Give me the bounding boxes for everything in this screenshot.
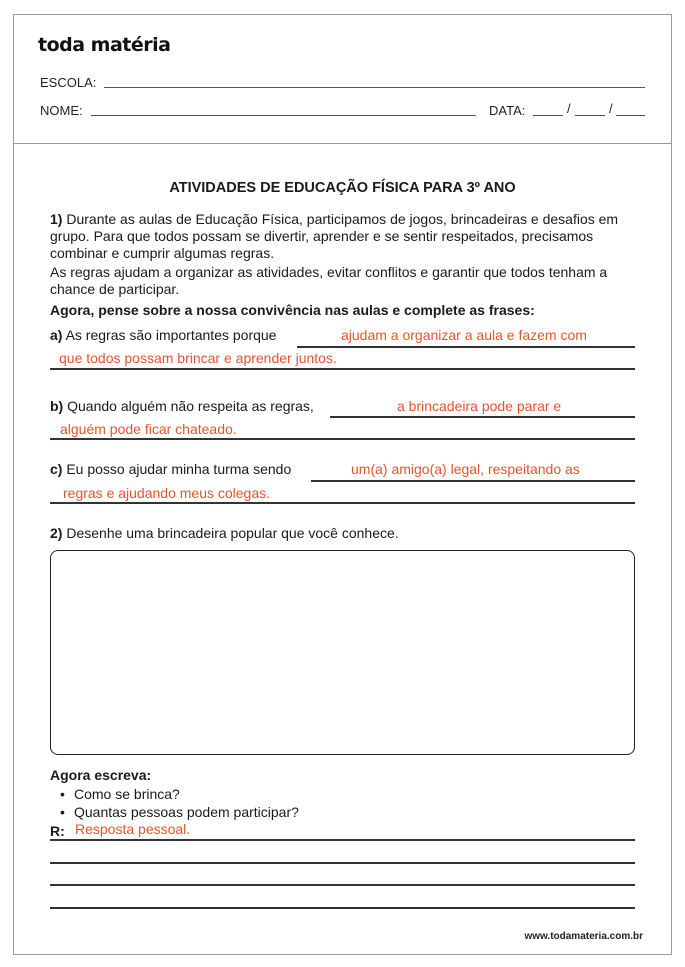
footer-url: www.todamateria.com.br [524, 931, 643, 942]
q2-prompt [50, 525, 399, 541]
q1a-prompt [50, 327, 276, 343]
q2-answer-line-2[interactable] [50, 862, 635, 864]
school-field-line[interactable] [104, 87, 645, 88]
bullet-item: • Quantas pessoas podem participar? [60, 803, 299, 821]
q1c-prompt-text: Eu posso ajudar minha turma sendo [66, 461, 292, 477]
q1b-letter: b) [50, 398, 64, 414]
school-label: ESCOLA: [40, 75, 97, 90]
q2-answer-line-1[interactable] [50, 839, 635, 841]
q2-answer: Resposta pessoal. [75, 821, 191, 837]
q1a-letter: a) [50, 327, 63, 343]
header-divider [13, 143, 672, 144]
q1c-answer-2: regras e ajudando meus colegas. [63, 485, 271, 501]
q1b-answer-2: alguém pode ficar chateado. [60, 421, 237, 437]
question-bullet-list [60, 785, 299, 821]
q1b-prompt [50, 398, 314, 414]
date-year-line[interactable] [616, 115, 645, 116]
brand-logo: toda matéria [38, 34, 171, 56]
date-month-line[interactable] [575, 115, 605, 116]
q1b-answer-line-1[interactable] [330, 416, 635, 418]
q1a-answer-2: que todos possam brincar e aprender juntos. [59, 350, 337, 366]
date-day-line[interactable] [533, 115, 563, 116]
date-separator: / [567, 101, 571, 116]
q1b-answer-1: a brincadeira pode parar e [397, 398, 562, 414]
q1c-answer-1: um(a) amigo(a) legal, respeitando as [351, 461, 580, 477]
q2-number: 2) [50, 525, 63, 541]
q1-intro-2: As regras ajudam a organizar as atividades, evitar conflitos e garantir que todos tenham a chance de participar. [50, 264, 608, 297]
date-separator: / [609, 101, 613, 116]
q1c-prompt [50, 461, 291, 477]
q1a-answer-line-1[interactable] [297, 346, 635, 348]
q1-instruction: Agora, pense sobre a nossa convivência nas aulas e complete as frases: [50, 302, 535, 318]
q1a-prompt-text: As regras são importantes porque [65, 327, 277, 343]
answer-label: R: [50, 823, 65, 839]
q1-intro-text: Durante as aulas de Educação Física, participamos de jogos, brincadeiras e desafios em grupo. Para que todos possam se divertir, aprender e se sentir respeitados, precisamos combinar e cumprir algumas regras. [50, 211, 619, 261]
q1-intro [50, 211, 640, 261]
name-label: NOME: [40, 103, 83, 118]
q1b-prompt-text: Quando alguém não respeita as regras, [67, 398, 314, 414]
name-field-line[interactable] [91, 115, 476, 116]
q1c-answer-line-2[interactable] [50, 502, 635, 504]
page-title: ATIVIDADES DE EDUCAÇÃO FÍSICA PARA 3º ANO [169, 180, 516, 196]
q2-answer-line-4[interactable] [50, 907, 635, 909]
q1-number: 1) [50, 211, 63, 227]
drawing-area[interactable] [50, 550, 635, 755]
bullet-item: • Como se brinca? [60, 785, 299, 803]
q2-answer-line-3[interactable] [50, 884, 635, 886]
q2-prompt-text: Desenhe uma brincadeira popular que você conhece. [66, 525, 399, 541]
q1c-answer-line-1[interactable] [311, 480, 635, 482]
date-label: DATA: [489, 103, 526, 118]
q1a-answer-line-2[interactable] [50, 368, 635, 370]
q1a-answer-1: ajudam a organizar a aula e fazem com [341, 327, 587, 343]
q1b-answer-line-2[interactable] [50, 438, 635, 440]
write-label: Agora escreva: [50, 767, 152, 783]
q1c-letter: c) [50, 461, 63, 477]
